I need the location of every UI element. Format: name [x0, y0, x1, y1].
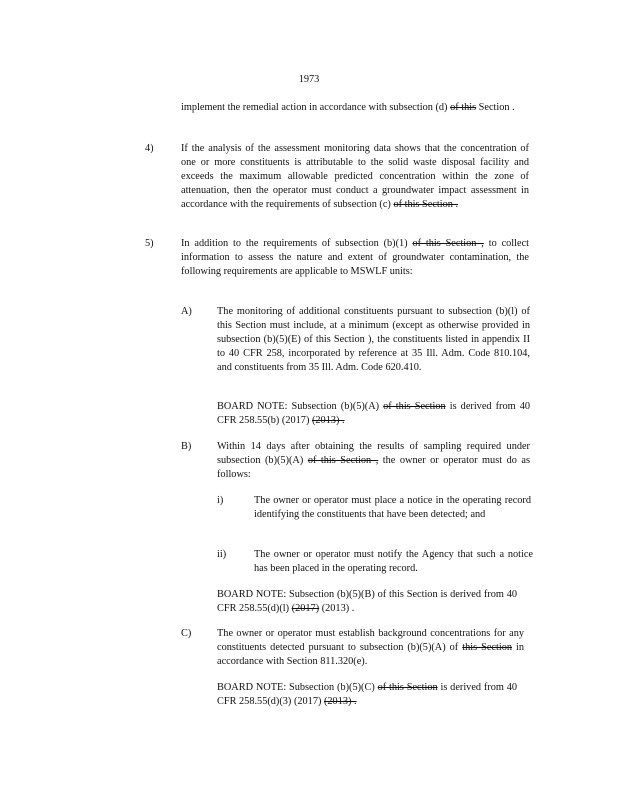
item-b-i-label: i)	[217, 495, 224, 506]
item-b-note	[217, 588, 517, 616]
item-b-ii-label: ii)	[217, 549, 227, 560]
item-b-note-b: (2013) .	[321, 603, 355, 614]
item-5-paragraph	[181, 237, 529, 279]
item-c-label: C)	[181, 628, 192, 639]
item-a-paragraph: The monitoring of additional constituents pursuant to subsection (b)(l) of this Section must include, at a minimum (except as otherwise provided in subsection (b)(5)(E) of this Section ), the constituents listed in appendix II to 40 CFR 258, incorporated by reference at 35 Ill. Adm. Code 810.104, and constituents from 35 Ill. Adm. Code 620.410.	[217, 306, 530, 373]
item-c-note-b: is derived from 40 CFR 258.55(d)(3) (2017)	[217, 682, 518, 707]
item-c-paragraph	[217, 627, 524, 669]
item-a-label: A)	[181, 306, 192, 317]
carryover-text: implement the remedial action in accordance with subsection (d)	[181, 102, 448, 113]
item-b-note-strike: (2017)	[291, 603, 320, 614]
item-5-text-b: to collect information to assess the nature and extent of groundwater contamination, the following requirements are applicable to MSWLF units:	[181, 238, 530, 277]
item-c-note	[217, 681, 517, 709]
item-5-label: 5)	[145, 238, 154, 249]
item-5-text-a: In addition to the requirements of subsection (b)(1)	[181, 238, 408, 249]
carryover-strike: of this	[450, 102, 477, 113]
item-b-i-paragraph: The owner or operator must place a notice in the operating record identifying the constituents that have been detected; and	[254, 495, 531, 520]
item-a-note	[217, 400, 530, 428]
item-4-text: If the analysis of the assessment monitoring data shows that the concentration of one or more constituents is attributable to the solid waste disposal facility and exceeds the maximum allowable predicted concentration within the zone of attenuation, then the operator must conduct a groundwater impact assessment in accordance with the requirements of subsection (c)	[181, 143, 529, 210]
item-c-strike: this Section	[462, 642, 513, 653]
item-b-note-a: BOARD NOTE: Subsection (b)(5)(B) of this Section is derived from 40 CFR 258.55(d)(l)	[217, 589, 517, 614]
item-b-strike: of this Section ,	[307, 455, 379, 466]
carryover-paragraph	[181, 101, 529, 115]
item-c-text-a: The owner or operator must establish background concentrations for any constituents detected pursuant to subsection (b)(5)(A) of	[217, 628, 524, 653]
item-a-note-a: BOARD NOTE: Subsection (b)(5)(A)	[217, 401, 380, 412]
item-b-ii-paragraph: The owner or operator must notify the Agency that such a notice has been placed in the operating record.	[254, 549, 533, 574]
item-5-strike: of this Section ,	[412, 238, 484, 249]
item-b-text-b: the owner or operator must do as follows:	[217, 455, 530, 480]
item-a-note-strike2: (2013) .	[311, 415, 345, 426]
item-b-text-a: Within 14 days after obtaining the results of sampling required under subsection (b)(5)(A)	[217, 441, 530, 466]
item-b-paragraph	[217, 440, 530, 482]
item-c-note-strike2: (2013) .	[323, 696, 357, 707]
item-a-note-b: is derived from 40 CFR 258.55(b) (2017)	[217, 401, 531, 426]
item-c-note-strike: of this Section	[377, 682, 438, 693]
item-4-strike: of this Section .	[393, 199, 459, 210]
item-a-note-strike: of this Section	[383, 401, 446, 412]
page-number: 1973	[298, 74, 320, 85]
item-4-paragraph	[181, 142, 529, 212]
item-c-text-b: in accordance with Section 811.320(e).	[217, 642, 525, 667]
item-c-note-a: BOARD NOTE: Subsection (b)(5)(C)	[217, 682, 375, 693]
item-4-label: 4)	[145, 143, 154, 154]
carryover-tail: Section .	[478, 102, 515, 113]
item-b-label: B)	[181, 441, 192, 452]
